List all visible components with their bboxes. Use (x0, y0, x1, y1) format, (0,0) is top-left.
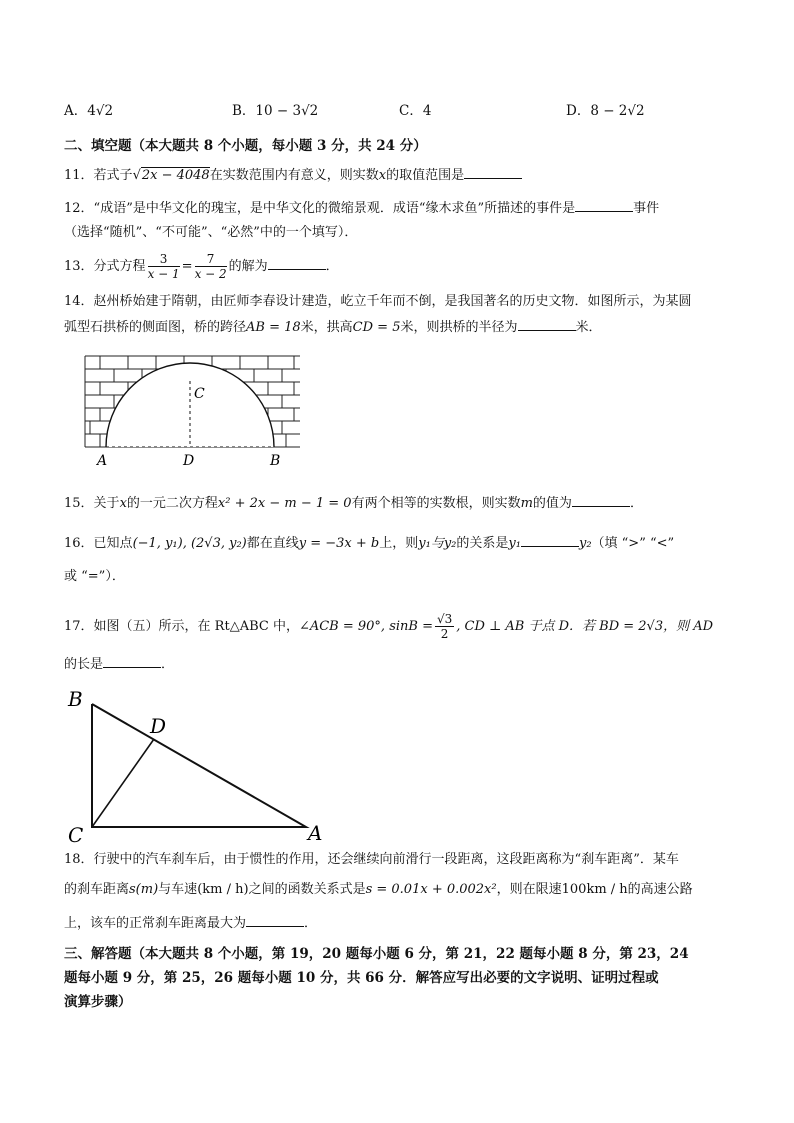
option-b: B．10 − 3√2 (232, 103, 319, 119)
section-2-title: 二、填空题（本大题共 8 个小题，每小题 3 分，共 24 分） (64, 138, 427, 154)
question-15: 15．关于x的一元二次方程x² + 2x − m − 1 = 0有两个相等的实数根，则实数m的值为 ． (64, 496, 643, 511)
bridge-figure (80, 352, 304, 470)
option-a: A．4√2 (64, 103, 114, 119)
triangle-label-d: D (150, 714, 167, 738)
question-14-line2: 弧型石拱桥的侧面图，桥的跨径AB = 18米，拱高CD = 5米，则拱桥的半径为 米． (64, 320, 602, 335)
question-13: 13．分式方程 $\frac{3}{x - 1}$ = $\frac{7}{x - 2}$ 的解为 ． (64, 252, 339, 281)
question-16-line2: 或 “=”）． (64, 569, 125, 584)
triangle-label-a: A (308, 821, 323, 844)
bridge-label-d: D (183, 453, 195, 469)
question-17-line2: 的长是 ． (64, 657, 175, 672)
question-14-line1: 14．赵州桥始建于隋朝，由匠师李春设计建造，屹立千年而不倒，是我国著名的历史文物．如图所示，为某圆 (64, 294, 692, 309)
bridge-label-c: C (194, 386, 205, 402)
bridge-label-b: B (270, 453, 281, 469)
bridge-label-a: A (97, 453, 108, 469)
question-17: 17．如图（五）所示，在 Rt△ABC 中，∠ACB = 90°, sinB = $\frac{√3}{2}$ , CD ⊥ AB 于点 D．若 BD = 2√3，则 AD (64, 612, 714, 641)
section-3-line1: 三、解答题（本大题共 8 个小题，第 19，20 题每小题 6 分，第 21，22 题每小题 8 分，第 23，24 (64, 946, 689, 962)
question-18-line1: 18．行驶中的汽车刹车后，由于惯性的作用，还会继续向前滑行一段距离，这段距离称为“刹车距离”．某车 (64, 852, 679, 867)
section-3-line3: 演算步骤） (64, 994, 132, 1010)
option-c: C．4 (399, 103, 432, 119)
question-12-line2: （选择“随机”、“不可能”、“必然”中的一个填写）． (64, 225, 358, 240)
question-16: 16．已知点(−1, y₁), (2√3, y₂)都在直线y = −3x + b上，则y₁与y₂的关系是y₁ y₂（填 “>” “<” (64, 536, 675, 551)
option-d: D．8 − 2√2 (566, 103, 645, 119)
triangle-figure (62, 684, 330, 844)
question-18-line2: 的刹车距离s(m)与车速(km / h)之间的函数关系式是s = 0.01x + 0.002x²，则在限速100km / h的高速公路 (64, 882, 693, 897)
question-12: 12．“成语”是中华文化的瑰宝，是中华文化的微缩景观．成语“缘木求鱼”所描述的事件是 事件 (64, 201, 660, 216)
triangle-label-b: B (68, 687, 83, 711)
question-18-line3: 上，该车的正常刹车距离最大为 ． (64, 916, 318, 931)
triangle-label-c: C (68, 823, 84, 844)
section-3-line2: 题每小题 9 分，第 25，26 题每小题 10 分，共 66 分．解答应写出必要的文字说明、证明过程或 (64, 970, 659, 986)
question-11: 11．若式子√2x − 4048在实数范围内有意义，则实数x的取值范围是 (64, 166, 522, 186)
